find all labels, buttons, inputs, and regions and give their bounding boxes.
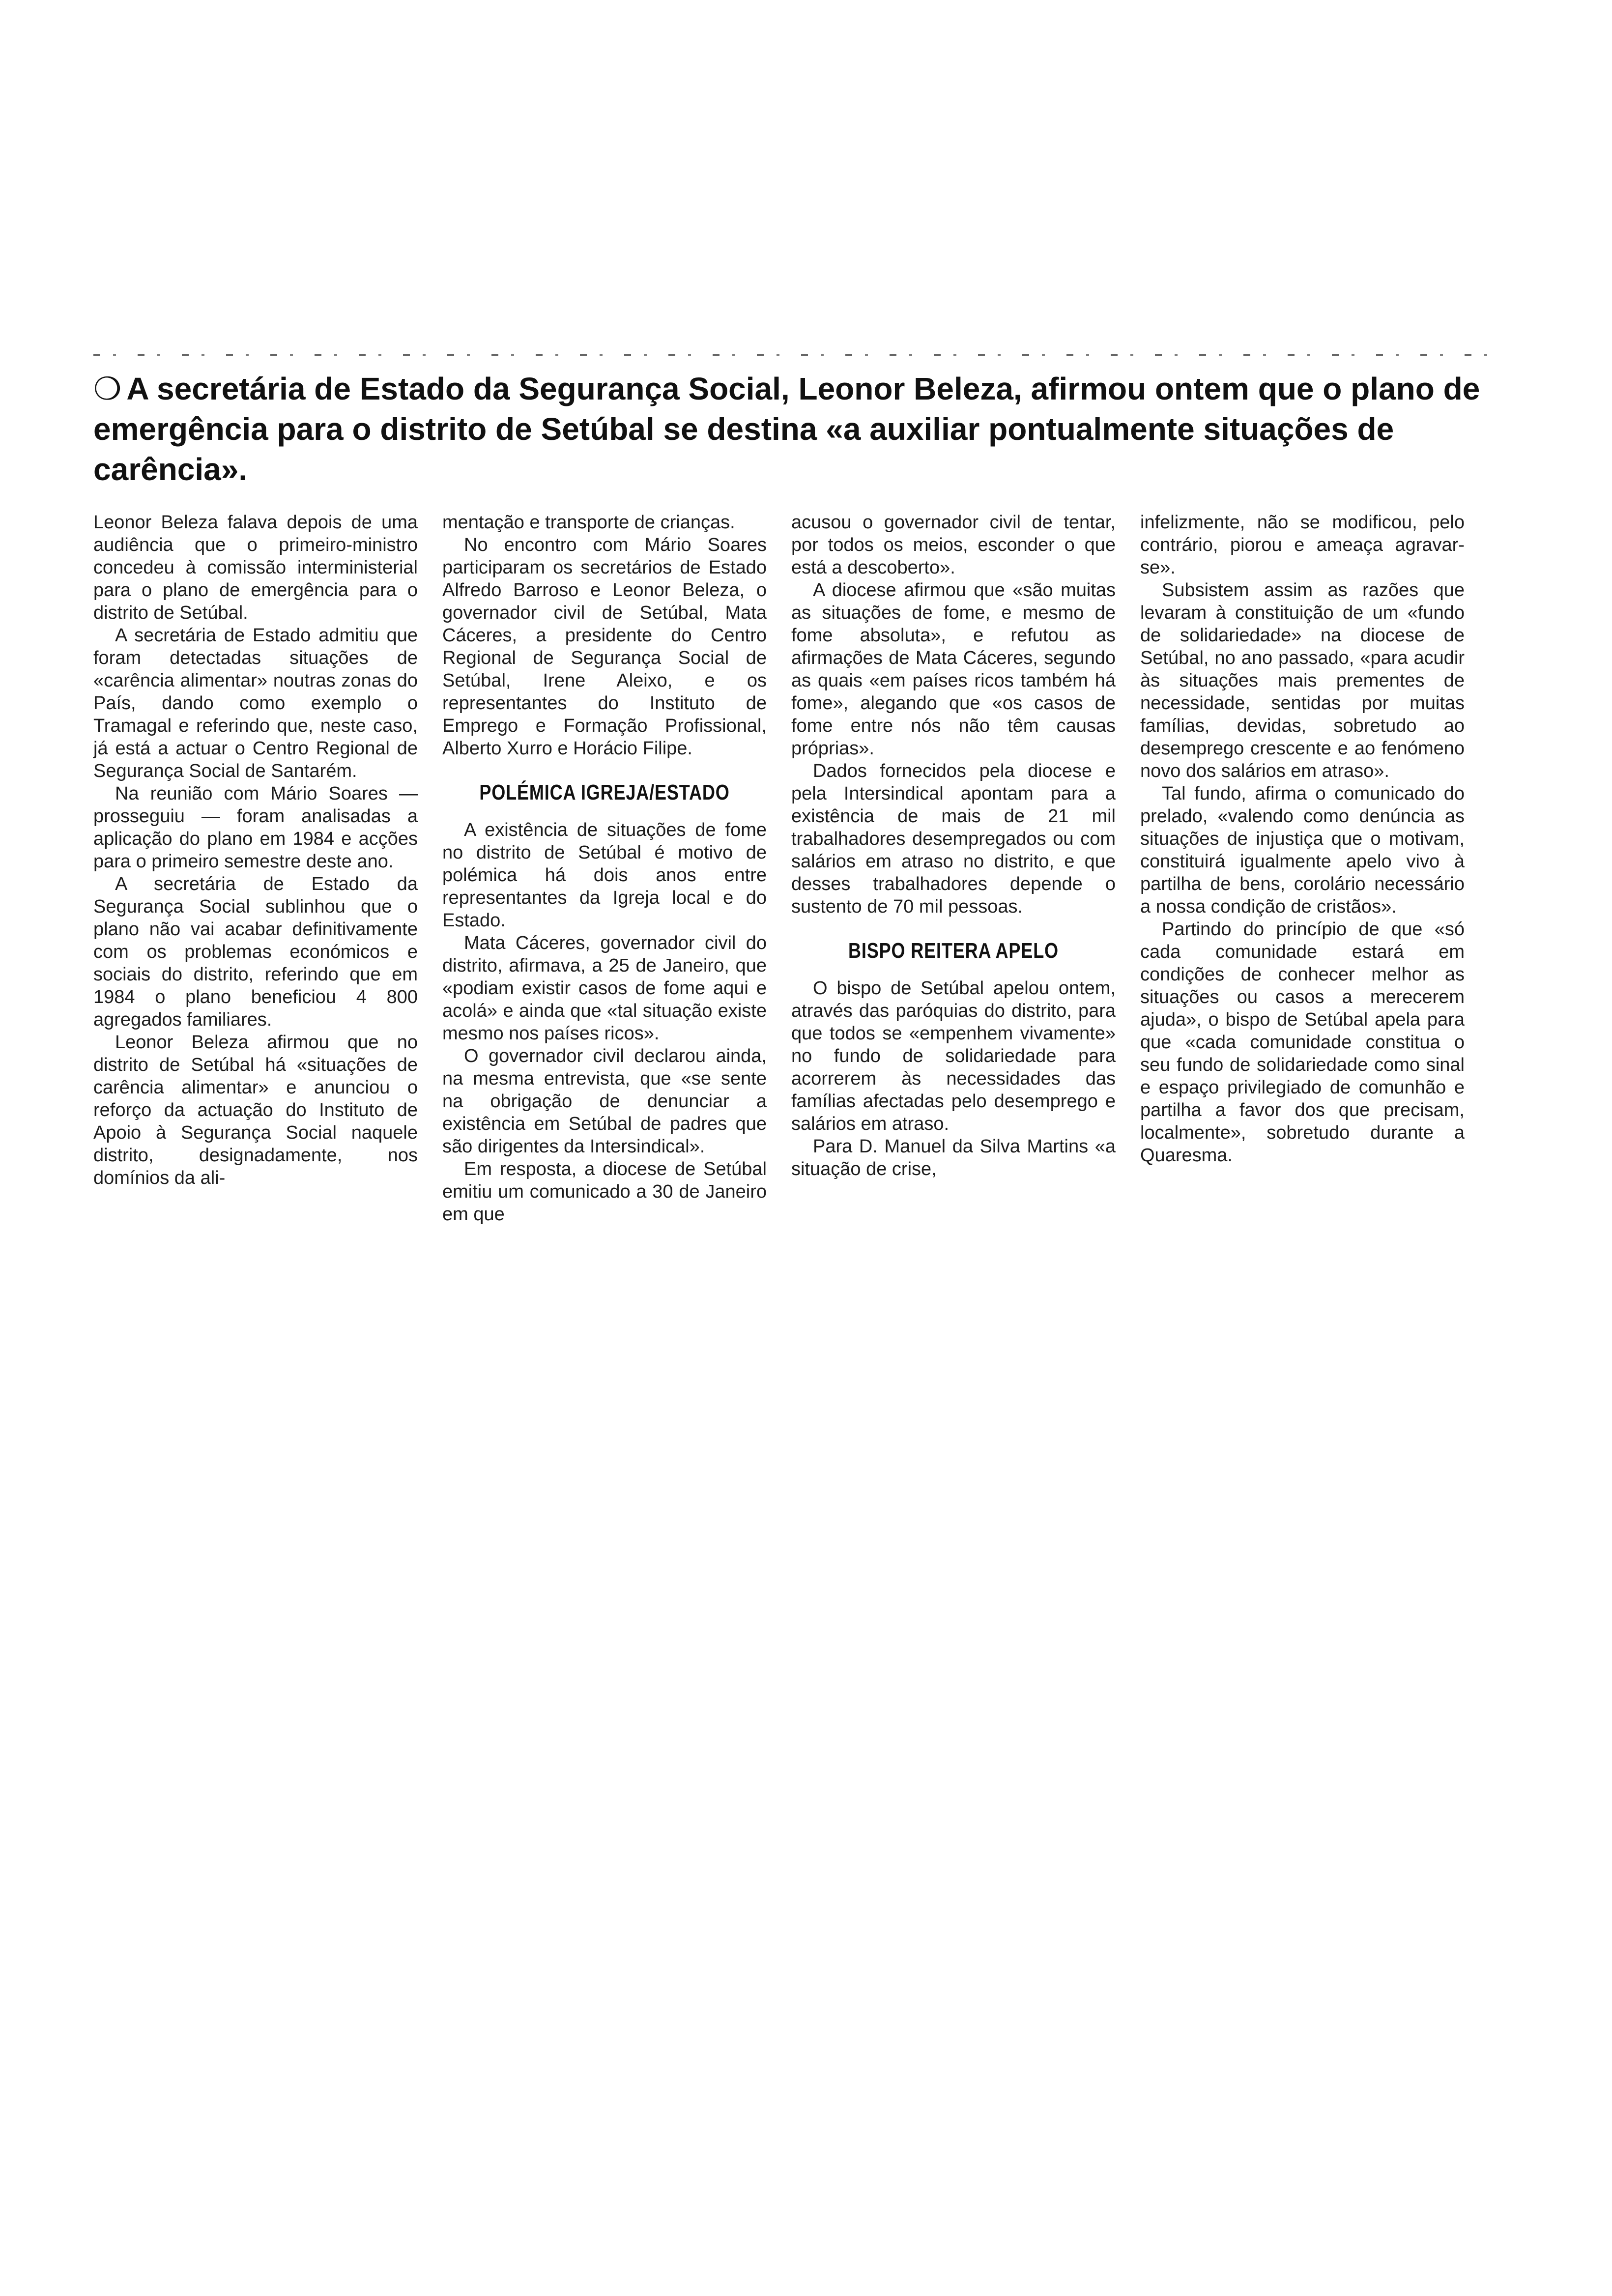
column-1 — [93, 511, 418, 1189]
paragraph: Para D. Manuel da Silva Martins «a situação de crise, — [791, 1136, 1116, 1179]
paragraph: infelizmente, não se modificou, pelo contrário, piorou e ameaça agravar-se». — [1140, 512, 1465, 578]
column-3 — [791, 511, 1116, 1180]
scan-noise-rule — [93, 354, 1494, 356]
paragraph: Subsistem assim as razões que levaram à constituição de um «fundo de solidariedade» na diocese de Setúbal, no ano passado, «para acudir às situações mais prementes de necessidade, sentidas por muitas famílias, devidas, sobretudo ao desemprego crescente e ao fenómeno novo dos salários em atraso». — [1140, 580, 1465, 781]
paragraph: O governador civil declarou ainda, na mesma entrevista, que «se sente na obrigação de denunciar a existência em Setúbal de padres que são dirigentes da Intersindical». — [442, 1046, 767, 1157]
paragraph: Leonor Beleza falava depois de uma audiência que o primeiro-ministro concedeu à comissão interministerial para o plano de emergência para o distrito de Setúbal. — [93, 512, 418, 623]
newspaper-clipping — [79, 344, 1504, 1533]
paragraph: Tal fundo, afirma o comunicado do prelado, «valendo como denúncia as situações de injustiça que o motivam, constituirá igualmente apelo vivo à partilha de bens, corolário necessário a nossa condição de cristãos». — [1140, 783, 1465, 917]
column-2 — [442, 511, 767, 1226]
paragraph: Na reunião com Mário Soares — prosseguiu — foram analisadas a aplicação do plano em 1984 e acções para o primeiro semestre deste ano. — [93, 783, 418, 872]
headline-text: A secretária de Estado da Segurança Social, Leonor Beleza, afirmou ontem que o plano de emergência para o distrito de Setúbal se destina «a auxiliar pontualmente situações de carência». — [93, 371, 1480, 487]
paragraph: A existência de situações de fome no distrito de Setúbal é motivo de polémica há dois anos entre representantes da Igreja local e do Estado. — [442, 820, 767, 931]
paragraph: Leonor Beleza afirmou que no distrito de Setúbal há «situações de carência alimentar» e anunciou o reforço da actuação do Instituto de Apoio à Segurança Social naquele distrito, designadamente, nos domínios da ali- — [93, 1032, 418, 1188]
subhead-bispo: BISPO REITERA APELO — [848, 939, 1059, 963]
paragraph: A secretária de Estado admitiu que foram detectadas situações de «carência alimentar» noutras zonas do País, dando como exemplo o Tramagal e referindo que, neste caso, já está a actuar o Centro Regional de Segurança Social de Santarém. — [93, 625, 418, 781]
subhead-polemica: POLÉMICA IGREJA/ESTADO — [479, 780, 730, 804]
paragraph: A diocese afirmou que «são muitas as situações de fome, e mesmo de fome absoluta», e refutou as afirmações de Mata Cáceres, segundo as quais «em países ricos também há fome», alegando que «os casos de fome entre nós não têm causas próprias». — [791, 580, 1116, 759]
column-4 — [1140, 511, 1465, 1167]
paragraph: Partindo do princípio de que «só cada comunidade estará em condições de conhecer melhor as situações ou casos a merecerem ajuda», o bispo de Setúbal apela para que «cada comunidade constitua o seu fundo de solidariedade como sinal e espaço privilegiado de comunhão e partilha a favor dos que precisam, localmente», sobretudo durante a Quaresma. — [1140, 919, 1465, 1166]
paragraph: O bispo de Setúbal apelou ontem, através das paróquias do distrito, para que todos se «empenhem vivamente» no fundo de solidariedade para acorrerem às necessidades das famílias afectadas pelo desemprego e salários em atraso. — [791, 978, 1116, 1134]
paragraph: No encontro com Mário Soares participaram os secretários de Estado Alfredo Barroso e Leonor Beleza, o governador civil de Setúbal, Mata Cáceres, a presidente do Centro Regional de Segurança Social de Setúbal, Irene Aleixo, e os representantes do Instituto de Emprego e Formação Profissional, Alberto Xurro e Horácio Filipe. — [442, 535, 767, 759]
paragraph: A secretária de Estado da Segurança Social sublinhou que o plano não vai acabar definitivamente com os problemas económicos e sociais do distrito, referindo que em 1984 o plano beneficiou 4 800 agregados familiares. — [93, 874, 418, 1030]
paragraph: Em resposta, a diocese de Setúbal emitiu um comunicado a 30 de Janeiro em que — [442, 1159, 767, 1225]
headline — [93, 369, 1499, 489]
headline-bullet-icon: ❍ — [93, 371, 122, 406]
paragraph: Dados fornecidos pela diocese e pela Intersindical apontam para a existência de mais de 21 mil trabalhadores desempregados ou com salários em atraso no distrito, e que desses trabalhadores depende o sustento de 70 mil pessoas. — [791, 761, 1116, 917]
paragraph: acusou o governador civil de tentar, por todos os meios, esconder o que está a descoberto». — [791, 512, 1116, 578]
paragraph: mentação e transporte de crianças. — [442, 512, 735, 533]
paragraph: Mata Cáceres, governador civil do distrito, afirmava, a 25 de Janeiro, que «podiam existir casos de fome aqui e acolá» e ainda que «tal situação existe mesmo nos países ricos». — [442, 933, 767, 1044]
